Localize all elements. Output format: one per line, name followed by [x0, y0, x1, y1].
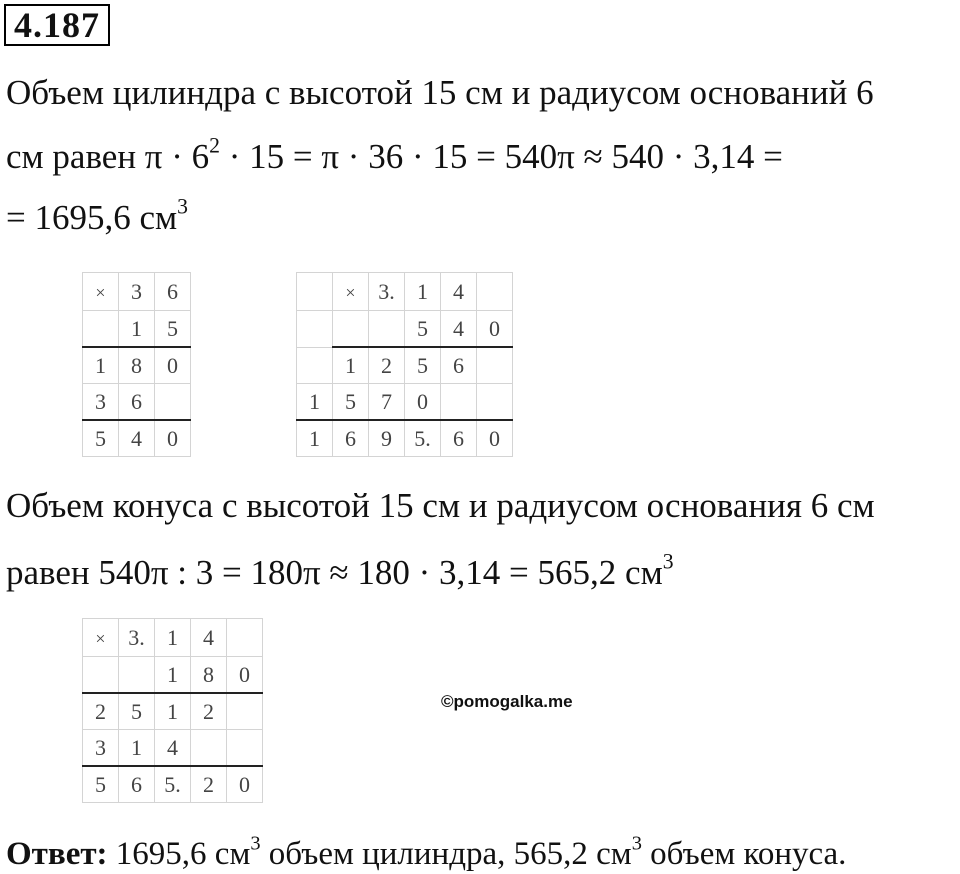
exponent: 3	[631, 832, 642, 855]
calc-cell	[191, 730, 227, 767]
calc-cell	[297, 347, 333, 384]
calc-cell: 5.	[155, 766, 191, 803]
answer-label: Ответ:	[6, 836, 108, 872]
calc-cell	[227, 693, 263, 730]
multiplication-36-by-15	[82, 272, 191, 457]
calc-cell: ×	[83, 619, 119, 657]
calc-cell: 6	[119, 766, 155, 803]
calc-cell	[333, 311, 369, 348]
calc-cell: ×	[333, 273, 369, 311]
calc-cell: 0	[155, 420, 191, 457]
calc-cell: 5	[405, 311, 441, 348]
calc-cell: 4	[191, 619, 227, 657]
calc-cell: 3	[119, 273, 155, 311]
calc-cell: 3.	[369, 273, 405, 311]
calc-cell: 9	[369, 420, 405, 457]
calc-cell	[155, 384, 191, 421]
calc-cell	[297, 311, 333, 348]
calc-cell: 0	[227, 766, 263, 803]
exponent: 3	[177, 194, 189, 219]
calc-cell: 5	[83, 766, 119, 803]
multiplication-314-by-540	[296, 272, 513, 457]
calc-cell: 1	[119, 311, 155, 348]
calc-cell	[119, 657, 155, 694]
calc-cell: 3	[83, 730, 119, 767]
calc-cell: 3.	[119, 619, 155, 657]
watermark: ©pomogalka.me	[441, 692, 573, 711]
calc-cell: 5.	[405, 420, 441, 457]
calc-cell: 0	[477, 420, 513, 457]
calc-cell: 3	[83, 384, 119, 421]
calc-cell: 1	[155, 693, 191, 730]
calc-cell	[83, 311, 119, 348]
answer-part-a: 1695,6 см	[107, 836, 251, 872]
calc-cell	[477, 347, 513, 384]
calc-cell: 0	[477, 311, 513, 348]
calc-cell	[441, 384, 477, 421]
cone-line-2-text: равен 540π : 3 = 180π ≈ 180 · 3,14 = 565,2 см	[6, 553, 663, 592]
calc-cell: 8	[191, 657, 227, 694]
calc-cell: 4	[441, 311, 477, 348]
calc-cell: 1	[333, 347, 369, 384]
calc-cell: 1	[297, 384, 333, 421]
calc-cell: 2	[369, 347, 405, 384]
exponent: 2	[209, 133, 220, 158]
calc-cell: 4	[441, 273, 477, 311]
calc-cell: 1	[83, 347, 119, 384]
calc-cell: 8	[119, 347, 155, 384]
calc-cell: 1	[119, 730, 155, 767]
calc-cell: 1	[297, 420, 333, 457]
calc-cell: 1	[155, 619, 191, 657]
exponent: 3	[662, 549, 674, 574]
calc-cell: ×	[83, 273, 119, 311]
cone-text-line-1: Объем конуса с высотой 15 см и радиусом основания 6 см	[6, 486, 875, 525]
calc-cell: 6	[155, 273, 191, 311]
calc-cell: 6	[333, 420, 369, 457]
calc-cell: 2	[191, 693, 227, 730]
answer-part-c: объем конуса.	[641, 836, 847, 872]
calc-cell	[477, 273, 513, 311]
calc-cell: 6	[441, 347, 477, 384]
calc-cell: 0	[155, 347, 191, 384]
calc-cell: 6	[441, 420, 477, 457]
calc-cell	[477, 384, 513, 421]
calc-cell: 0	[227, 657, 263, 694]
calc-cell	[227, 619, 263, 657]
calc-cell: 6	[119, 384, 155, 421]
calc-cell: 5	[333, 384, 369, 421]
calc-cell: 4	[119, 420, 155, 457]
calc-cell: 7	[369, 384, 405, 421]
calc-cell	[227, 730, 263, 767]
calc-cell	[83, 657, 119, 694]
calc-cell: 5	[119, 693, 155, 730]
calc-cell: 5	[155, 311, 191, 348]
calc-cell: 5	[83, 420, 119, 457]
cylinder-line-2-part-a: см равен π · 6	[6, 137, 210, 176]
cylinder-text-line-3	[6, 194, 189, 238]
calc-cell	[297, 273, 333, 311]
cylinder-text-line-2	[6, 133, 783, 177]
multiplication-314-by-180	[82, 618, 263, 803]
cylinder-line-2-part-b: · 15 = π · 36 · 15 = 540π ≈ 540 · 3,14 =	[219, 137, 783, 176]
calc-cell: 1	[405, 273, 441, 311]
calc-cell: 1	[155, 657, 191, 694]
calc-cell: 5	[405, 347, 441, 384]
calc-cell: 4	[155, 730, 191, 767]
cylinder-text-line-1: Объем цилиндра с высотой 15 см и радиусом оснований 6	[6, 73, 874, 112]
calc-cell	[369, 311, 405, 348]
answer-line	[6, 834, 846, 874]
calc-cell: 2	[191, 766, 227, 803]
cylinder-volume-result: = 1695,6 см	[6, 198, 178, 237]
cone-text-line-2	[6, 549, 674, 593]
problem-number: 4.187	[4, 4, 110, 46]
answer-part-b: объем цилиндра, 565,2 см	[260, 836, 632, 872]
exponent: 3	[250, 832, 261, 855]
calc-cell: 2	[83, 693, 119, 730]
calc-cell: 0	[405, 384, 441, 421]
